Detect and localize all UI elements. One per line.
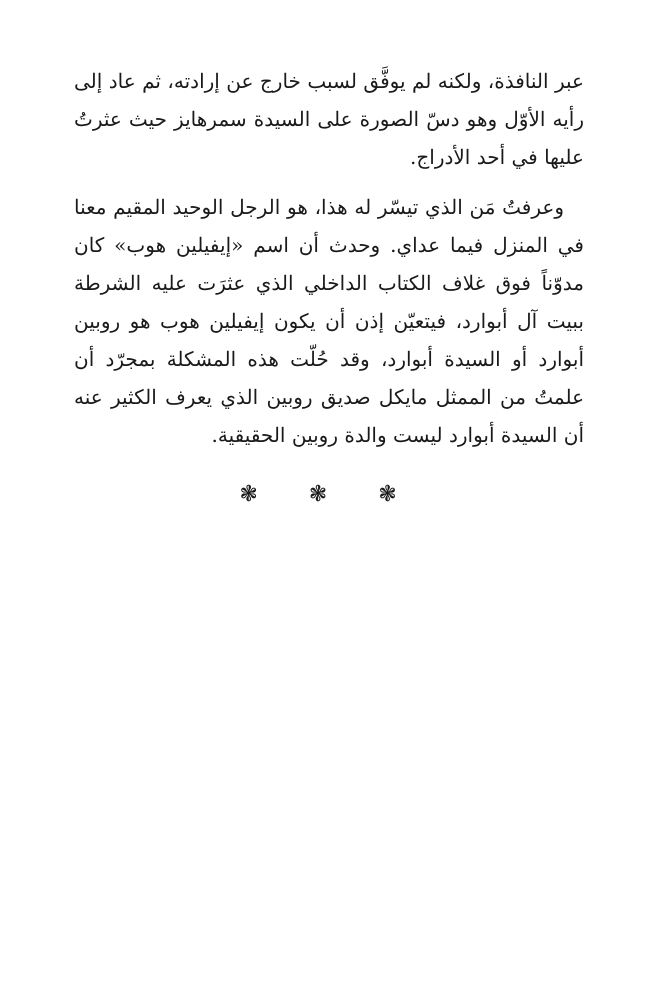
book-page (74, 62, 584, 507)
paragraph-1: عبر النافذة، ولكنه لم يوفَّق لسبب خارج عن إرادته، ثم عاد إلى رأيه الأوّل وهو دسّ الصورة على السيدة سمرهايز حيث عثرتُ عليها في أحد الأدراج. (74, 69, 584, 169)
section-separator: ❃ ❃ ❃ (239, 482, 419, 507)
paragraph-2: وعرفتُ مَن الذي تيسّر له هذا، هو الرجل الوحيد المقيم معنا في المنزل فيما عداي. وحدث أن اسم «إيفيلين هوب» كان مدوّناً فوق غلاف الكتاب الداخلي الذي عثرَت عليه الشرطة ببيت آل أبوارد، فيتعيّن إذن أن يكون إيفيلين هوب هو روبين أبوارد أو السيدة أبوارد، وقد حُلّت هذه المشكلة بمجرّد أن علمتُ من الممثل مايكل صديق روبين الذي يعرف الكثير عنه أن السيدة أبوارد ليست والدة روبين الحقيقية. (74, 195, 584, 447)
